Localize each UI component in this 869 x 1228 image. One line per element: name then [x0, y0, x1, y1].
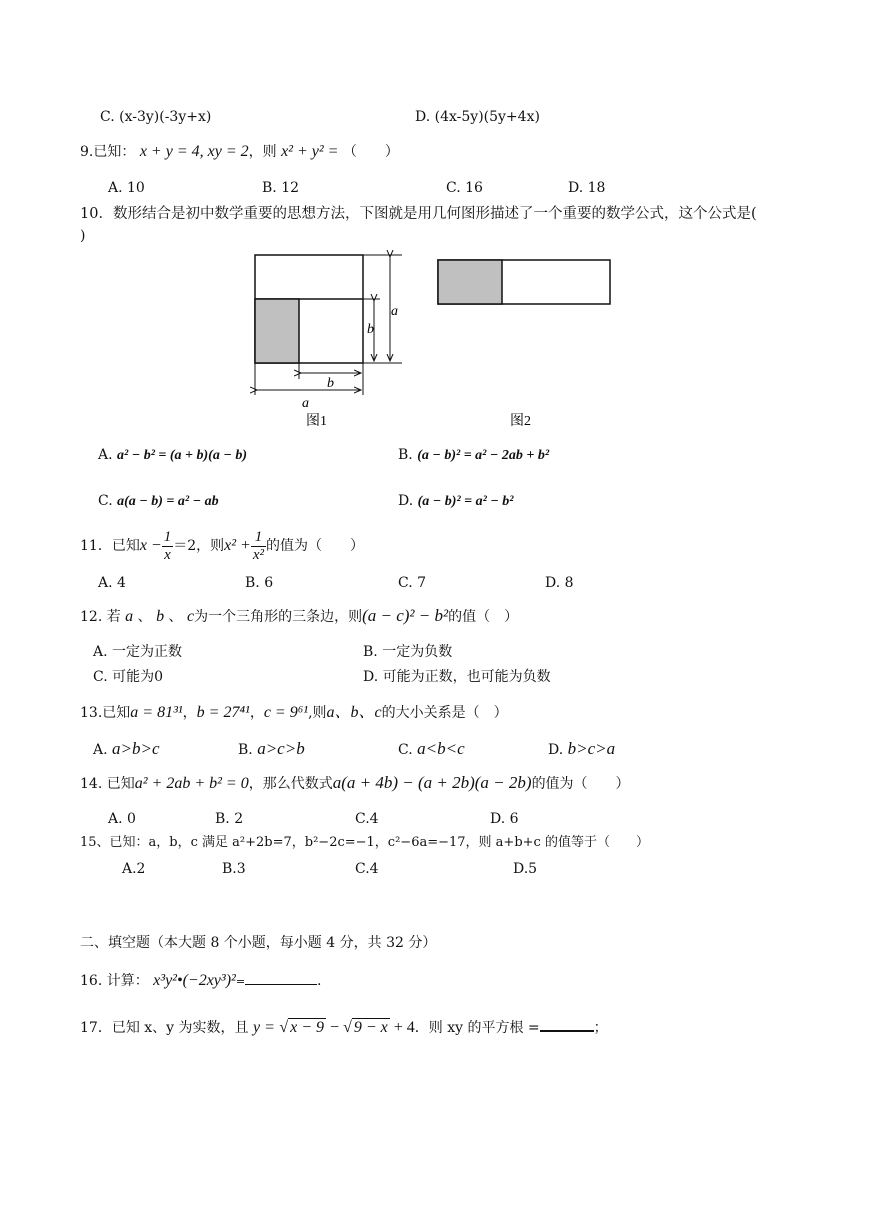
fig2-shaded-rect — [438, 260, 502, 304]
q13-a-value: a = 81³¹ — [130, 704, 183, 721]
q12-var-c: c — [186, 608, 195, 625]
q10-option-a — [98, 446, 247, 465]
q11-option-d: D. 8 — [545, 575, 574, 591]
fig1-label-b-vertical: b — [367, 322, 374, 337]
q9-number: 9. — [80, 144, 94, 160]
q11-suffix: 的值为（ ） — [266, 538, 365, 554]
q13-comma-1: ， — [182, 705, 197, 721]
q15-option-a: A.2 — [122, 861, 146, 877]
q11-fraction-1-num: 1 — [163, 528, 172, 545]
fig2-caption: 图2 — [510, 414, 531, 429]
q17-root2: √ 9 − x — [343, 1019, 388, 1036]
fig1-label-b-horizontal: b — [327, 376, 334, 391]
q13-comma-2: ， — [249, 705, 264, 721]
q14-option-b: B. 2 — [215, 811, 244, 827]
q14-expression: a(a + 4b) − (a + 2b)(a − 2b) — [332, 773, 532, 792]
q17-root1-radicand: x − 9 — [290, 1019, 325, 1036]
q12-stem — [80, 607, 518, 626]
q12-option-d: D. 可能为正数，也可能为负数 — [363, 669, 551, 685]
q10-option-d-formula: (a − b)² = a² − b² — [417, 494, 514, 509]
q12-suffix: 的值（ ） — [448, 609, 519, 625]
q11-option-c: C. 7 — [398, 575, 427, 591]
q13-option-d-letter: D. — [548, 742, 564, 758]
q14-suffix: 的值为（ ） — [531, 776, 630, 792]
q15-stem: 15、已知：a，b，c 满足 a²+2b=7，b²−2c=−1，c²−6a=−17，则 a+b+c 的值等于（ ） — [80, 835, 649, 850]
q17-mid: ．则 xy 的平方根 = — [414, 1020, 540, 1036]
q13-mid: ,则 — [308, 705, 327, 721]
section-2-title: 二、填空题（本大题 8 个小题，每小题 4 分，共 32 分） — [80, 935, 437, 951]
q12-option-b: B. 一定为负数 — [363, 644, 453, 660]
q13-b-value: b = 27⁴¹ — [196, 704, 250, 721]
q17-suffix: ； — [593, 1020, 608, 1036]
q9-mid: ，则 — [248, 144, 277, 160]
q13-suffix: 的大小关系是（ ） — [381, 705, 508, 721]
q15-option-d: D.5 — [513, 861, 538, 877]
q13-option-a-letter: A. — [93, 742, 108, 758]
q14-given: a² + 2ab + b² = 0 — [134, 775, 249, 792]
q9-given: x + y = 4, xy = 2 — [139, 143, 249, 160]
q10-option-d-letter: D. — [398, 493, 414, 509]
fig1-label-a-horizontal: a — [302, 396, 309, 411]
q12-option-c: C. 可能为0 — [93, 669, 164, 685]
q16-stem — [80, 970, 322, 991]
q11-prefix: 11．已知 — [80, 538, 140, 554]
q14-option-d: D. 6 — [490, 811, 519, 827]
fig1-shaded-rect — [255, 299, 299, 363]
q9-option-c: C. 16 — [446, 180, 483, 196]
q11-equals: ＝2，则 — [173, 538, 225, 554]
q13-option-c — [398, 740, 465, 759]
q15-option-b: B.3 — [222, 861, 246, 877]
q14-option-c: C.4 — [355, 811, 379, 827]
q16-equals: = — [235, 975, 246, 988]
q17-prefix: 17．已知 x、y 为实数，且 — [80, 1020, 249, 1036]
q13-option-d-text: b>c>a — [567, 739, 616, 758]
q17-answer-blank[interactable] — [540, 1016, 594, 1032]
q10-option-b-letter: B. — [398, 447, 413, 463]
q12-option-a: A. 一定为正数 — [93, 644, 183, 660]
q16-expression: x³y²•(−2xy³)² — [153, 972, 236, 989]
q9-option-b: B. 12 — [262, 180, 300, 196]
q16-prefix: 16. 计算： — [80, 973, 149, 989]
q10-option-a-formula: a² − b² = (a + b)(a − b) — [117, 448, 247, 463]
q11-stem — [80, 528, 364, 564]
q12-mid: 为一个三角形的三条边，则 — [194, 609, 363, 625]
q15-option-c: C.4 — [355, 861, 379, 877]
q14-stem — [80, 774, 630, 793]
q10-stem-line2: ) — [80, 228, 86, 244]
q13-option-d — [548, 740, 615, 759]
q9-option-d: D. 18 — [568, 180, 606, 196]
q11-fraction-2-num: 1 — [251, 529, 266, 547]
q13-option-a — [93, 740, 160, 759]
q13-option-a-text: a>b>c — [112, 739, 160, 758]
q12-prefix: 12. 若 — [80, 609, 121, 625]
q13-option-b-text: a>c>b — [257, 739, 305, 758]
q17-stem — [80, 1016, 608, 1037]
q10-option-c — [98, 492, 219, 511]
q9-stem — [80, 143, 399, 161]
q8-option-c: C. (x-3y)(-3y+x) — [100, 109, 212, 125]
q16-period: . — [317, 973, 322, 989]
q12-expression: (a − c)² − b² — [362, 606, 449, 625]
q10-option-c-formula: a(a − b) = a² − ab — [117, 494, 219, 509]
q10-stem-line1: 10．数形结合是初中数学重要的思想方法，下图就是用几何图形描述了一个重要的数学公式，这个公式是( — [80, 206, 757, 222]
q10-option-b — [398, 446, 549, 465]
q11-fraction-2 — [251, 529, 266, 564]
q13-option-b-letter: B. — [238, 742, 253, 758]
q14-prefix: 14. 已知 — [80, 776, 135, 792]
q11-option-b: B. 6 — [245, 575, 274, 591]
q14-option-a: A. 0 — [108, 811, 136, 827]
q17-root1: √ x − 9 — [279, 1019, 325, 1036]
q13-stem — [80, 704, 508, 722]
q13-c-value: c = 9⁶¹ — [263, 704, 309, 721]
q11-expr-b: x² + — [224, 537, 251, 554]
q10-option-a-letter: A. — [98, 447, 113, 463]
q10-option-d — [398, 492, 514, 511]
q13-prefix: 13.已知 — [80, 705, 131, 721]
q11-expr-a: x − — [139, 537, 162, 554]
q12-sep-1: 、 — [137, 609, 152, 625]
q9-option-a: A. 10 — [108, 180, 145, 196]
q10-option-c-letter: C. — [98, 493, 113, 509]
q11-fraction-2-den: x² — [252, 546, 265, 563]
q11-fraction-1-den: x — [164, 546, 171, 563]
q16-answer-blank[interactable] — [245, 970, 317, 985]
q17-minus: − — [326, 1019, 344, 1036]
q14-mid: ，那么代数式 — [248, 776, 333, 792]
q9-ask: x² + y² = — [281, 143, 339, 160]
q11-option-a: A. 4 — [98, 575, 126, 591]
q13-option-b — [238, 740, 305, 759]
q8-option-d: D. (4x-5y)(5y+4x) — [415, 109, 540, 125]
q12-var-b: b — [156, 608, 165, 625]
q11-fraction-1 — [162, 529, 174, 564]
q13-option-c-letter: C. — [398, 742, 413, 758]
q9-prefix: 已知： — [93, 144, 136, 160]
q12-sep-2: 、 — [168, 609, 183, 625]
q9-paren: （ ） — [342, 144, 399, 160]
q12-var-a: a — [125, 608, 134, 625]
q10-figures — [240, 245, 630, 435]
fig1-caption: 图1 — [306, 414, 327, 429]
q17-y-equals: y = — [252, 1019, 275, 1036]
q13-option-c-text: a<b<c — [417, 739, 465, 758]
q10-option-b-formula: (a − b)² = a² − 2ab + b² — [417, 448, 550, 463]
q17-root2-radicand: 9 − x — [353, 1019, 388, 1036]
fig1-label-a-vertical: a — [391, 304, 398, 319]
q17-plus-four: + 4 — [389, 1019, 415, 1036]
q13-vars: a、b、c — [326, 704, 382, 721]
